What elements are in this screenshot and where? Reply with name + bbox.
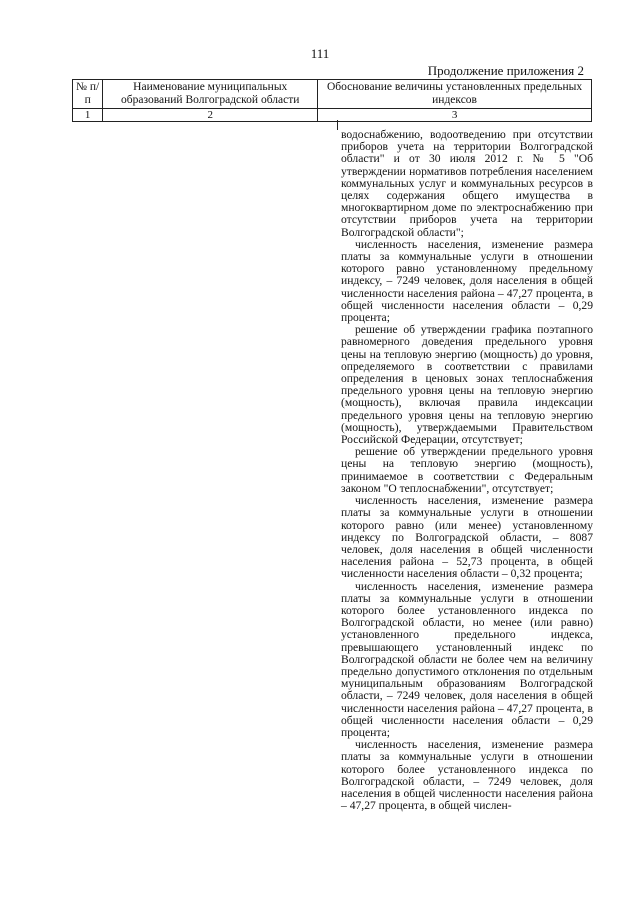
paragraph: численность населения, изменение размера платы за коммунальные услуги в отношении которого более установленного индекса по Волгоградской области, – 7249 человек, доля населения в общей численности населения района – 47,27 процента, в общей числен- (341, 738, 593, 813)
paragraph: решение об утверждении предельного уровня цены на тепловую энергию (мощность), принимаемое в соответствии с Федеральным законом "О теплоснабжении", отсутствует; (341, 445, 593, 495)
header-number: № п/п (73, 80, 103, 109)
paragraph: численность населения, изменение размера платы за коммунальные услуги в отношении которого равно установленному предельному индексу, – 7249 человек, доля населения в общей численности населения района – 47,27 процента, в общей численности населения области – 0,29 процента; (341, 237, 593, 325)
page-number: 111 (310, 46, 330, 61)
header-municipality: Наименование муниципальных образований Волгоградской области (103, 80, 318, 109)
column-number-3: 3 (318, 109, 592, 122)
column-number-1: 1 (73, 109, 103, 122)
header-justification: Обоснование величины установленных предельных индексов (318, 80, 592, 109)
continuation-label: Продолжение приложения 2 (427, 63, 584, 78)
paragraph: водоснабжению, водоотведению при отсутствии приборов учета на территории Волгоградской области" и от 30 июля 2012 г. № 5 "Об утверждении нормативов потребления населением коммунальных услуг и коммунальных ресурсов в целях содержания общего имущества в многоквартирном доме по электроснабжению при отсутствии приборов учета на территории Волгоградской области"; (341, 128, 593, 239)
table-column-numbers-row (73, 109, 592, 122)
column-number-2: 2 (103, 109, 318, 122)
paragraph: численность населения, изменение размера платы за коммунальные услуги в отношении которого равно (или менее) установленному индексу по Волгоградской области, – 8087 человек, доля населения в общей численности населения района – 52,73 процента, в общей численности населения области – 0,32 процента; (341, 494, 593, 581)
table-header-row (73, 80, 592, 109)
paragraph: численность населения, изменение размера платы за коммунальные услуги в отношении которого более установленного индекса по Волгоградской области, но менее (или равно) установленного предельного индекса, превышающего установленный индекс по Волгоградской области не более чем на величину предельно допустимого отклонения по отдельным муниципальным образованиям Волгоградской области, – 7249 человек, доля населения в общей численности населения района – 47,27 процента, в общей численности населения области – 0,29 процента; (341, 579, 593, 739)
column-divider (337, 120, 338, 130)
appendix-table (72, 79, 592, 122)
paragraph: решение об утверждении графика поэтапного равномерного доведения предельного уровня цены на тепловую энергию (мощность) до уровня, определяемого в соответствии с правилами определения в ценовых зонах теплоснабжения предельного уровня цены на тепловую энергию (мощность), включая правила индексации предельного уровня цены на тепловую энергию (мощность), утверждаемыми Правительством Российской Федерации, отсутствует; (341, 323, 593, 447)
justification-text (341, 129, 593, 812)
